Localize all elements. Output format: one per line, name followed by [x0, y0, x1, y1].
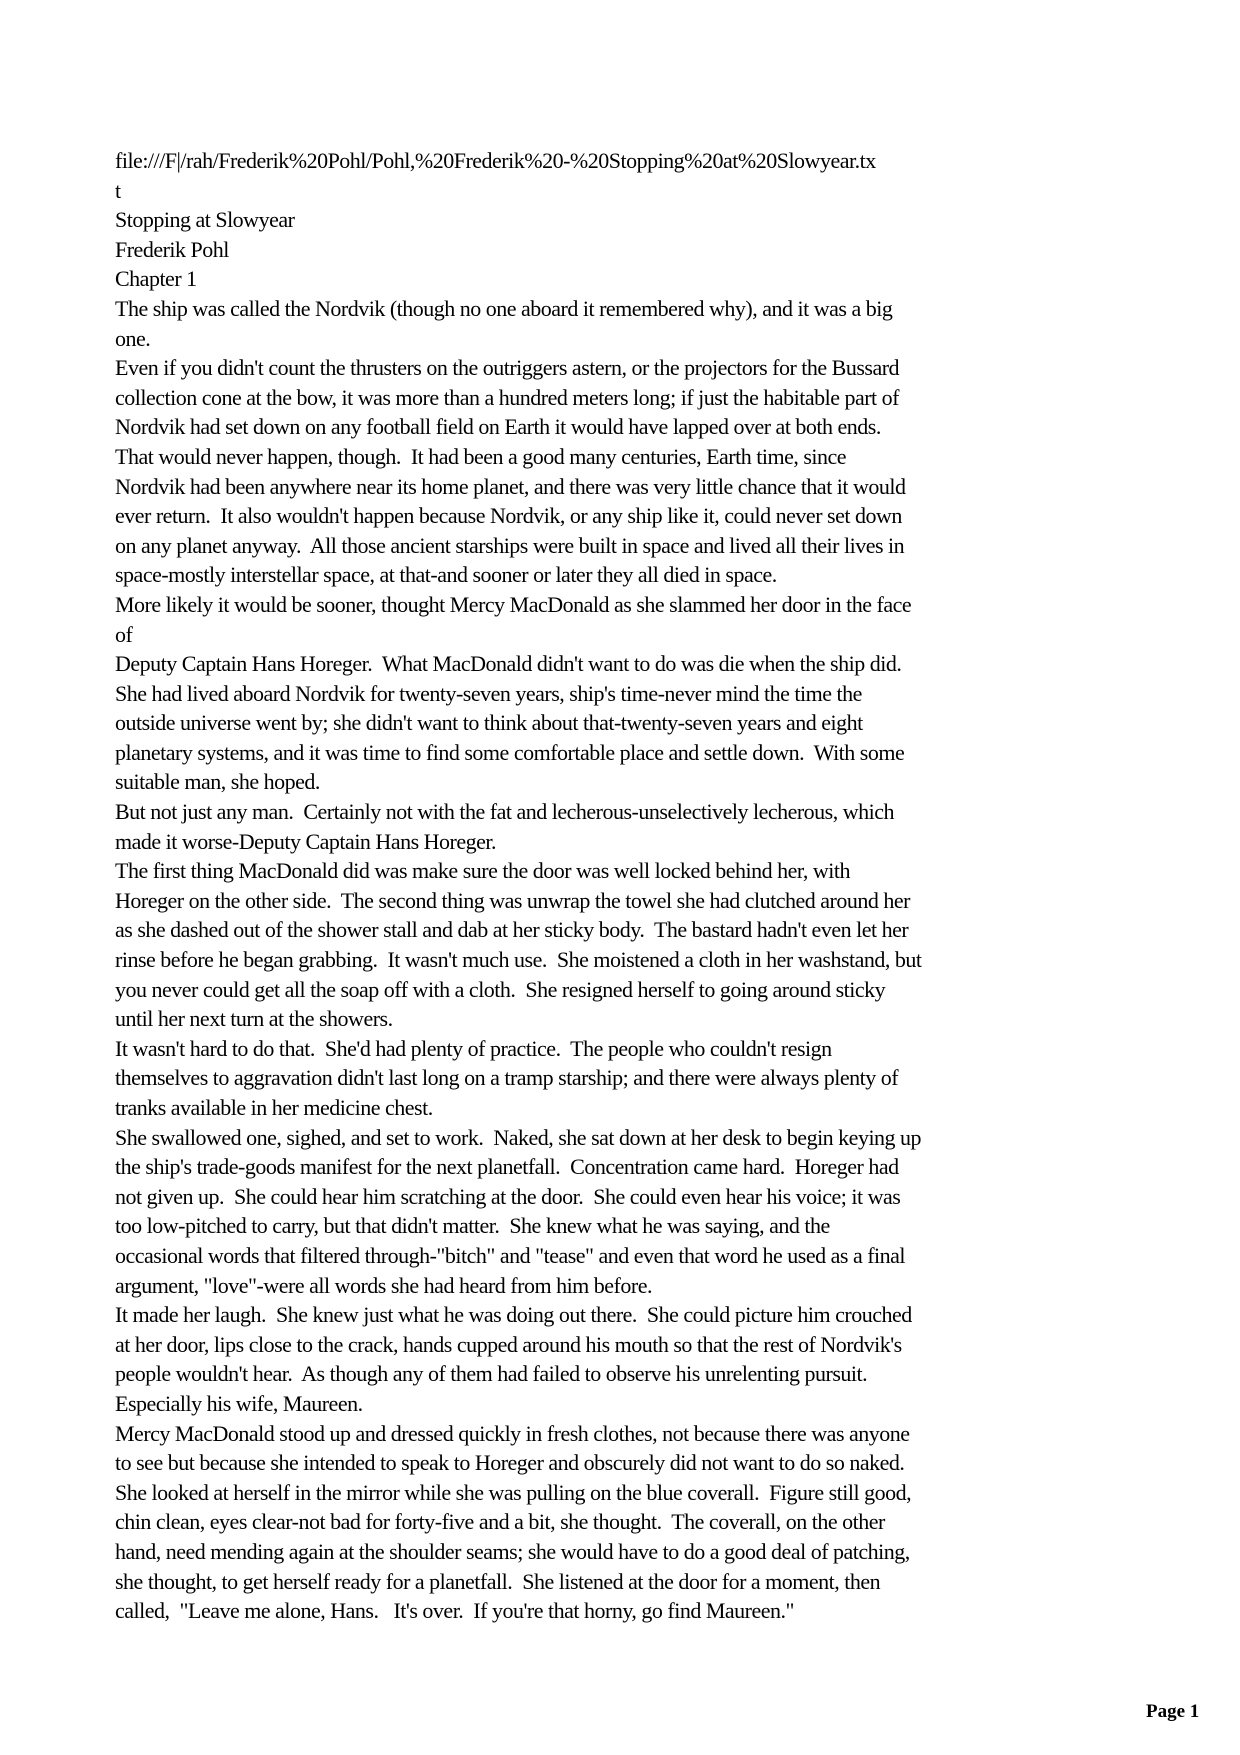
text-line: t — [115, 177, 121, 203]
text-line: Even if you didn't count the thrusters on the outriggers astern, or the projectors for the Bussard — [115, 355, 900, 381]
text-line: outside universe went by; she didn't want to think about that-twenty-seven years and eight — [115, 710, 863, 736]
text-line: The first thing MacDonald did was make sure the door was well locked behind her, with — [115, 858, 850, 884]
text-line: Nordvik had set down on any football field on Earth it would have lapped over at both ends. — [115, 414, 881, 440]
text-line: not given up. She could hear him scratching at the door. She could even hear his voice; it was — [115, 1183, 901, 1209]
text-line: argument, "love"-were all words she had heard from him before. — [115, 1272, 652, 1298]
text-line: She had lived aboard Nordvik for twenty-seven years, ship's time-never mind the time the — [115, 680, 862, 706]
text-line: file:///F|/rah/Frederik%20Pohl/Pohl,%20Frederik%20-%20Stopping%20at%20Slowyear.tx — [115, 148, 876, 173]
text-line: occasional words that filtered through-"bitch" and "tease" and even that word he used as a final — [115, 1242, 906, 1268]
text-line: people wouldn't hear. As though any of them had failed to observe his unrelenting pursuit. — [115, 1361, 868, 1387]
text-line: rinse before he began grabbing. It wasn't much use. She moistened a cloth in her washstand, but — [115, 947, 922, 973]
text-line: Chapter 1 — [115, 266, 197, 292]
page-number: Page 1 — [1146, 1701, 1200, 1722]
text-line: she thought, to get herself ready for a planetfall. She listened at the door for a moment, then — [115, 1568, 881, 1594]
text-line: you never could get all the soap off with a cloth. She resigned herself to going around sticky — [115, 976, 886, 1002]
text-line: made it worse-Deputy Captain Hans Horeger. — [115, 828, 496, 854]
text-line: Frederik Pohl — [115, 236, 229, 262]
text-line: one. — [115, 325, 151, 351]
text-line: That would never happen, though. It had been a good many centuries, Earth time, since — [115, 443, 847, 469]
text-line: Nordvik had been anywhere near its home planet, and there was very little chance that it would — [115, 473, 906, 499]
text-line: It wasn't hard to do that. She'd had plenty of practice. The people who couldn't resign — [115, 1035, 832, 1061]
text-line: hand, need mending again at the shoulder seams; she would have to do a good deal of patching, — [115, 1538, 910, 1564]
text-line: More likely it would be sooner, thought Mercy MacDonald as she slammed her door in the face — [115, 591, 912, 617]
text-line: collection cone at the bow, it was more than a hundred meters long; if just the habitable part of — [115, 384, 899, 410]
text-line: as she dashed out of the shower stall and dab at her sticky body. The bastard hadn't even let her — [115, 917, 909, 943]
text-line: tranks available in her medicine chest. — [115, 1095, 433, 1120]
text-line: planetary systems, and it was time to find some comfortable place and settle down. With some — [115, 739, 905, 765]
text-line: ever return. It also wouldn't happen because Nordvik, or any ship like it, could never set down — [115, 503, 902, 529]
text-line: Stopping at Slowyear — [115, 207, 295, 233]
text-line: themselves to aggravation didn't last long on a tramp starship; and there were always plenty of — [115, 1065, 899, 1091]
text-line: to see but because she intended to speak to Horeger and obscurely did not want to do so naked. — [115, 1450, 905, 1476]
text-line: at her door, lips close to the crack, hands cupped around his mouth so that the rest of Nordvik's — [115, 1331, 902, 1357]
text-line: too low-pitched to carry, but that didn't matter. She knew what he was saying, and the — [115, 1213, 830, 1239]
text-line: Horeger on the other side. The second thing was unwrap the towel she had clutched around her — [115, 887, 910, 913]
text-line: The ship was called the Nordvik (though no one aboard it remembered why), and it was a big — [115, 295, 893, 321]
text-line: of — [115, 621, 133, 647]
text-line: space-mostly interstellar space, at that-and sooner or later they all died in space. — [115, 562, 777, 588]
text-line: Deputy Captain Hans Horeger. What MacDonald didn't want to do was die when the ship did. — [115, 651, 902, 677]
text-line: It made her laugh. She knew just what he was doing out there. She could picture him crouched — [115, 1302, 912, 1328]
text-line: the ship's trade-goods manifest for the next planetfall. Concentration came hard. Horeger had — [115, 1154, 899, 1180]
text-line: But not just any man. Certainly not with the fat and lecherous-unselectively lecherous, which — [115, 799, 895, 825]
text-line: Mercy MacDonald stood up and dressed quickly in fresh clothes, not because there was anyone — [115, 1420, 910, 1446]
text-line: Especially his wife, Maureen. — [115, 1390, 363, 1416]
text-line: She looked at herself in the mirror while she was pulling on the blue coverall. Figure still good, — [115, 1479, 912, 1505]
text-line: suitable man, she hoped. — [115, 769, 320, 795]
text-line: chin clean, eyes clear-not bad for forty-five and a bit, she thought. The coverall, on the other — [115, 1509, 885, 1535]
text-line: until her next turn at the showers. — [115, 1006, 393, 1032]
text-line: on any planet anyway. All those ancient starships were built in space and lived all their lives in — [115, 532, 905, 558]
document-text-block — [115, 146, 1225, 1626]
text-line: She swallowed one, sighed, and set to work. Naked, she sat down at her desk to begin keying up — [115, 1124, 922, 1150]
text-line: called, "Leave me alone, Hans. It's over. If you're that horny, go find Maureen." — [115, 1598, 794, 1624]
